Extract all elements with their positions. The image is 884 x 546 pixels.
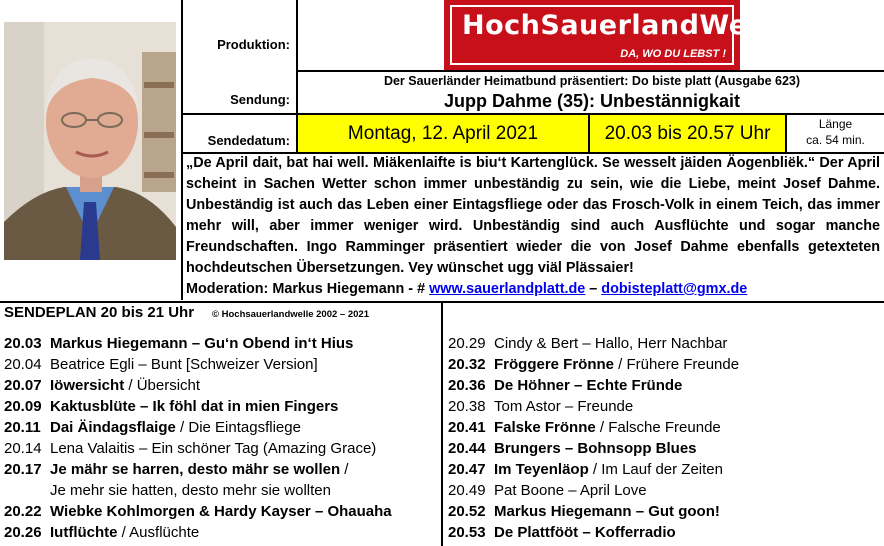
schedule-time: 20.22 <box>4 503 42 520</box>
schedule-row <box>448 333 884 354</box>
schedule-time: 20.36 <box>448 377 486 394</box>
schedule-title: Falske Frönne <box>494 419 596 436</box>
schedule-time: 20.03 <box>4 335 42 352</box>
sendung-title: Jupp Dahme (35): Unbestännigkait <box>443 91 741 111</box>
schedule-row <box>4 501 440 522</box>
schedule-time: 20.32 <box>448 356 486 373</box>
moderation-prefix: Moderation: Markus Hiegemann - # <box>186 281 430 297</box>
schedule-title: Markus Hiegemann – Gut goon! <box>494 503 720 520</box>
schedule-row <box>4 396 440 417</box>
schedule-row <box>448 480 884 501</box>
schedule-row <box>4 354 440 375</box>
schedule-title: Pat Boone – April Love <box>494 482 647 499</box>
length-value: ca. 54 min. <box>806 133 865 147</box>
schedule-row <box>4 438 440 459</box>
episode-description <box>186 153 880 300</box>
schedule-subtitle: / Im Lauf der Zeiten <box>588 461 723 478</box>
schedule-row <box>4 480 440 501</box>
broadcast-date: Montag, 12. April 2021 <box>347 123 539 144</box>
schedule-row <box>448 396 884 417</box>
logo-tagline: DA, WO DU LEBST ! <box>620 48 726 60</box>
website-link[interactable]: www.sauerlandplatt.de <box>429 281 586 297</box>
schedule-time: 20.11 <box>4 419 41 436</box>
presenter-photo <box>4 22 176 260</box>
schedule-time: 20.38 <box>448 398 486 415</box>
station-logo <box>444 0 786 70</box>
schedule-title: Kaktusblüte – Ik föhl dat in mien Fingers <box>50 398 339 415</box>
schedule-title: Dai Äindagsflaige <box>50 419 176 436</box>
sendung-label: Sendung: <box>230 92 290 107</box>
schedule-row <box>448 375 884 396</box>
logo-text: HochSauerlandWelle <box>462 10 786 41</box>
schedule-time: 20.44 <box>448 440 486 457</box>
description-text: „De April dait, bat hai well. Miäkenlaifte is biu‘t Kartenglück. Se wesselt jäiden Äogenbliëk.“ Der April scheint in Sachen Wetter schon immer unbeständig zu sein, wie die Liebe, meint Josef Dahme. Unbeständig ist auch das Leben einer Eintagsfliege oder das Frosch-Volk in einem Teich, das immer mehr will, aber immer weniger wird. Unbeständig sind auch Ausflüchte und sogar manche Freundschaften. Ingo Ramminger präsentiert wieder die von Josef Dahme ebenfalls getexteten hochdeutschen Übersetzungen. Vey wünschet ugg viäl Plässaier! <box>186 155 880 276</box>
link-separator: – <box>585 281 602 297</box>
schedule-subtitle: Je mehr sie hatten, desto mehr sie wollten <box>50 482 331 499</box>
schedule-subtitle: / Die Eintagsfliege <box>175 419 301 436</box>
produktion-label: Produktion: <box>217 37 290 52</box>
broadcast-time: 20.03 bis 20.57 Uhr <box>604 123 771 144</box>
length-label: Länge <box>818 117 853 131</box>
schedule-time: 20.52 <box>448 503 486 520</box>
schedule-time: 20.47 <box>448 461 486 478</box>
schedule-right-column <box>448 333 884 543</box>
schedule-subtitle: / Übersicht <box>124 377 201 394</box>
schedule-time: 20.26 <box>4 524 42 541</box>
schedule-title: De Plattfööt – Kofferradio <box>494 524 676 541</box>
schedule-row <box>448 459 884 480</box>
schedule-row <box>4 375 440 396</box>
schedule-subtitle: / Frühere Freunde <box>614 356 740 373</box>
copyright-note: © Hochsauerlandwelle 2002 – 2021 <box>212 309 369 320</box>
schedule-time: 20.53 <box>448 524 486 541</box>
schedule-row <box>448 438 884 459</box>
schedule-title: Brungers – Bohnsopp Blues <box>494 440 697 457</box>
schedule-title: Beatrice Egli – Bunt [Schweizer Version] <box>50 356 318 373</box>
schedule-time: 20.29 <box>448 335 486 352</box>
schedule-row <box>448 354 884 375</box>
schedule-row <box>4 522 440 543</box>
sendedatum-label: Sendedatum: <box>207 133 290 148</box>
schedule-time: 20.07 <box>4 377 42 394</box>
schedule-title: Iutflüchte <box>50 524 118 541</box>
schedule-title: De Höhner – Echte Fründe <box>494 377 683 394</box>
schedule-row <box>448 417 884 438</box>
schedule-time: 20.17 <box>4 461 42 478</box>
schedule-title: Markus Hiegemann – Gu‘n Obend in‘t Hius <box>50 335 354 352</box>
schedule-heading: SENDEPLAN 20 bis 21 Uhr <box>4 304 195 321</box>
schedule-time: 20.09 <box>4 398 42 415</box>
schedule-title: Lena Valaitis – Ein schöner Tag (Amazing Grace) <box>50 440 377 457</box>
schedule-time: 20.04 <box>4 356 42 373</box>
schedule-title: Je mähr se harren, desto mähr se wollen <box>50 461 341 478</box>
sendung-presenter-line: Der Sauerländer Heimatbund präsentiert: Do biste platt (Ausgabe 623) <box>383 74 801 88</box>
schedule-left-column <box>4 333 440 543</box>
schedule-subtitle: / Ausflüchte <box>117 524 200 541</box>
schedule-row <box>448 501 884 522</box>
schedule-row <box>448 522 884 543</box>
email-link[interactable]: dobisteplatt@gmx.de <box>601 281 748 297</box>
schedule-title: Tom Astor – Freunde <box>494 398 634 415</box>
schedule-subtitle: / Falsche Freunde <box>595 419 721 436</box>
schedule-title: Wiebke Kohlmorgen & Hardy Kayser – Ohauaha <box>50 503 392 520</box>
schedule-time: 20.41 <box>448 419 486 436</box>
schedule-subtitle: / <box>340 461 349 478</box>
schedule-row <box>4 333 440 354</box>
schedule-row <box>4 417 440 438</box>
schedule-time: 20.49 <box>448 482 486 499</box>
schedule-title: Cindy & Bert – Hallo, Herr Nachbar <box>494 335 728 352</box>
schedule-row <box>4 459 440 480</box>
schedule-title: Fröggere Frönne <box>494 356 615 373</box>
schedule-title: Iöwersicht <box>50 377 125 394</box>
schedule-title: Im Teyenläop <box>494 461 589 478</box>
schedule-time: 20.14 <box>4 440 42 457</box>
